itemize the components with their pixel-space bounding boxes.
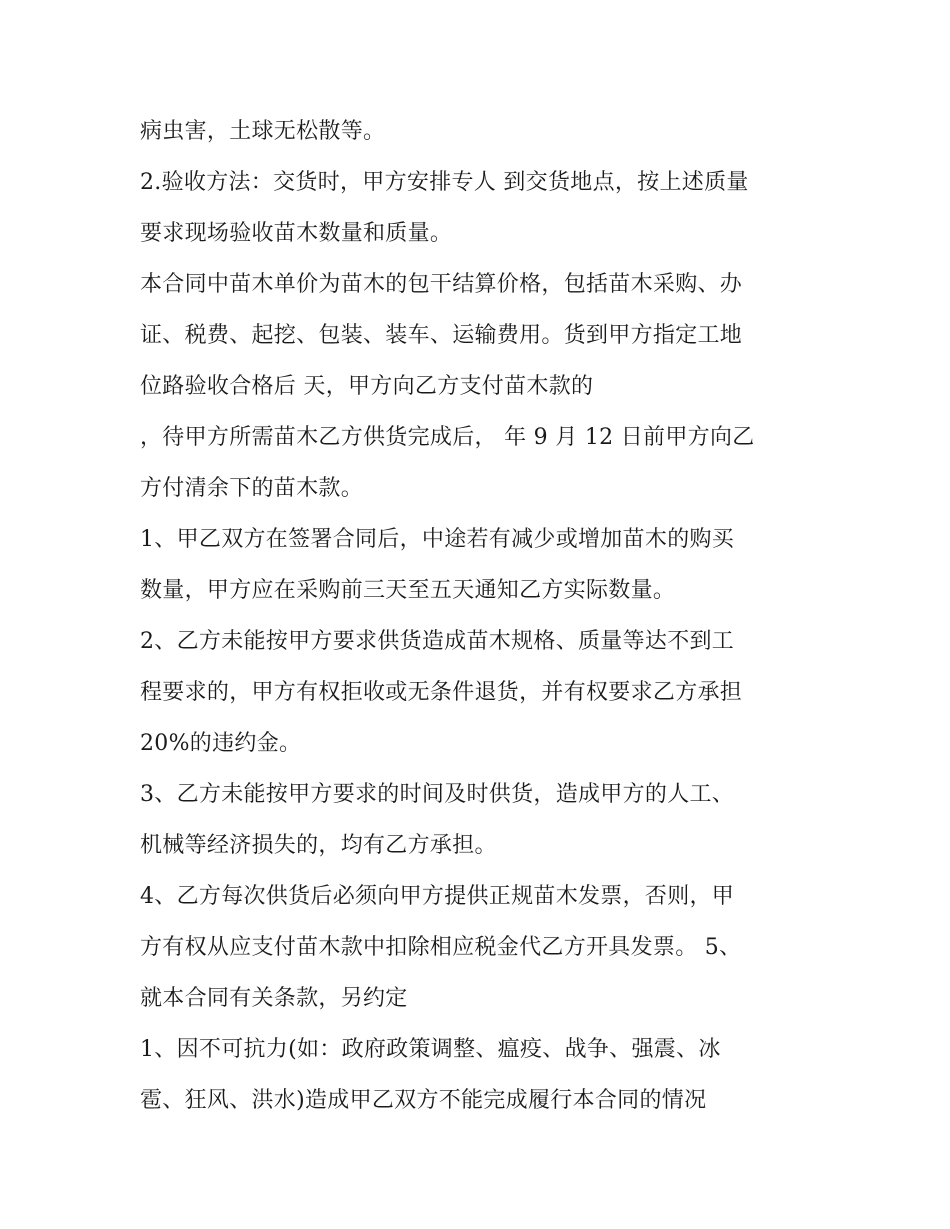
text-line: 方有权从应支付苗木款中扣除相应税金代乙方开具发票。 5、 <box>140 935 742 960</box>
text-line: 就本合同有关条款，另约定 <box>140 986 408 1011</box>
text-line: 2、乙方未能按甲方要求供货造成苗木规格、质量等达不到工 <box>140 629 735 654</box>
text-line: ，待甲方所需苗木乙方供货完成后， 年 9 月 12 日前甲方向乙 <box>140 425 755 450</box>
text-line: 证、税费、起挖、包装、装车、运输费用。货到甲方指定工地 <box>140 323 743 348</box>
text-line: 机械等经济损失的，均有乙方承担。 <box>140 833 497 858</box>
text-line: 1、因不可抗力(如：政府政策调整、瘟疫、战争、强震、冰 <box>140 1037 721 1062</box>
text-line: 本合同中苗木单价为苗木的包干结算价格，包括苗木采购、办 <box>140 272 743 297</box>
text-line: 病虫害，土球无松散等。 <box>140 119 386 144</box>
text-line: 位路验收合格后 天，甲方向乙方支付苗木款的 <box>140 374 594 399</box>
text-line: 要求现场验收苗木数量和质量。 <box>140 221 453 246</box>
text-line: 雹、狂风、洪水)造成甲乙双方不能完成履行本合同的情况 <box>140 1088 707 1113</box>
text-line: 方付清余下的苗木款。 <box>140 476 364 501</box>
text-line: 20%的违约金。 <box>140 731 302 756</box>
text-line: 数量，甲方应在采购前三天至五天通知乙方实际数量。 <box>140 578 676 603</box>
text-line: 2.验收方法：交货时，甲方安排专人 到交货地点，按上述质量 <box>140 170 749 195</box>
text-line: 程要求的，甲方有权拒收或无条件退货，并有权要求乙方承担 <box>140 680 743 705</box>
document-body <box>140 106 820 1126</box>
text-line: 4、乙方每次供货后必须向甲方提供正规苗木发票，否则，甲 <box>140 884 735 909</box>
text-line: 3、乙方未能按甲方要求的时间及时供货，造成甲方的人工、 <box>140 782 735 807</box>
text-line: 1、甲乙双方在签署合同后，中途若有减少或增加苗木的购买 <box>140 527 735 552</box>
